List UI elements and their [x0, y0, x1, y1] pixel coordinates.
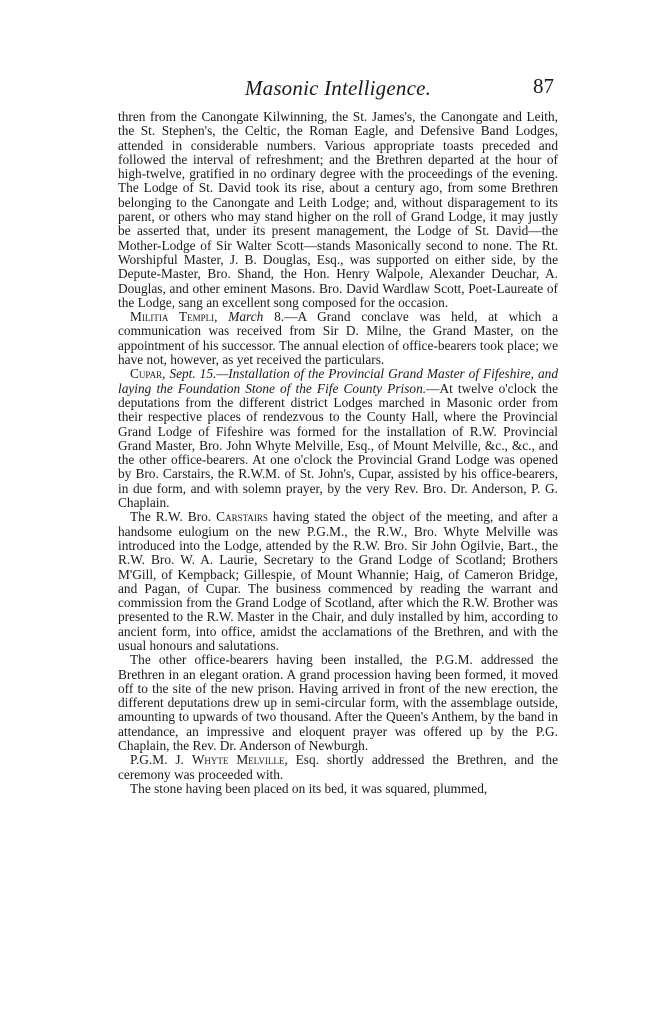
paragraph-procession: The other office-bearers having been installed, the P.G.M. addressed the Brethren in an elegant oration. A grand procession having been formed, it moved off to the site of the new prison. Having arrived in front of the new erection, the different deputations drew up in semi-circular form, with the assemblage outside, amounting to upwards of two thousand. After the Queen's Anthem, by the band in attendance, an impressive and eloquent prayer was offered up by the P.G. Chaplain, the Rev. Dr. Anderson of Newburgh.: [118, 652, 558, 754]
person-name: Whyte Melville: [191, 752, 285, 768]
book-page: [118, 70, 558, 796]
running-head: [118, 70, 558, 110]
paragraph-text: 8.—A Grand conclave was held, at which a communication was received from Sir D. Milne, the Grand Master, on the appointment of his successor. The annual election of office-bearers took place; we have not, however, as yet received the particulars.: [118, 309, 558, 368]
paragraph-heading: 15.—Installation of the Provincial Grand Master of Fifeshire, and laying the Foundation Stone of the Fife County Prison.: [118, 366, 558, 396]
paragraph-text: The R.W. Bro.: [130, 509, 217, 525]
paragraph-cupar: [118, 367, 558, 510]
paragraph-text: P.G.M. J.: [130, 752, 192, 768]
page-number: 87: [533, 74, 554, 98]
article-body: [118, 110, 558, 796]
paragraph-address: [118, 753, 558, 782]
paragraph-text: , Esq. shortly addressed the Brethren, and the ceremony was proceeded with.: [118, 752, 558, 782]
paragraph-text: —At twelve o'clock the deputations from the different district Lodges marched in Masonic order from their respective places of rendezvous to the County Hall, where the Provincial Grand Lodge of Fifeshire was formed for the installation of R.W. Provincial Grand Master, Bro. John Whyte Melville, Esq., of Mount Melville, &c., &c., and the other office-bearers. At one o'clock the Provincial Grand Lodge was opened by Bro. Carstairs, the R.W.M. of St. John's, Cupar, assisted by his office-bearers, in due form, and with solemn prayer, by the very Rev. Bro. Dr. Anderson, P. G. Chaplain.: [118, 380, 558, 511]
paragraph-lead: Cupar,: [130, 366, 166, 382]
paragraph-lodge-st-david: thren from the Canongate Kilwinning, the St. James's, the Canongate and Leith, the St. Stephen's, the Celtic, the Roman Eagle, and Defensive Band Lodges, attended in considerable numbers. Various appropriate toasts preceded and followed the interval of refreshment; and the Brethren departed at the hour of high-twelve, gratified in no ordinary degree with the proceedings of the evening. The Lodge of St. David took its rise, about a century ago, from some Brethren belonging to the Canongate and Leith Lodge; and, without disparagement to its parent, or others who may stand higher on the roll of Grand Lodge, it may justly be asserted that, under its present management, the Lodge of St. David—the Mother-Lodge of Sir Walter Scott—stands Masonically second to none. The Rt. Worshipful Master, J. B. Douglas, Esq., was supported on either side, by the Depute-Master, Bro. Shand, the Hon. Henry Walpole, Alexander Deuchar, A. Douglas, and other eminent Masons. Bro. David Wardlaw Scott, Poet-Laureate of the Lodge, sang an excellent song composed for the occasion.: [118, 109, 558, 310]
paragraph-militia-templi: [118, 310, 558, 367]
paragraph-text: having stated the object of the meeting, and after a handsome eulogium on the new P.G.M., the R.W., Bro. Whyte Melville was introduced into the Lodge, attended by the R.W. Bro. Sir John Ogilvie, Bart., the R.W. Bro. W. A. Laurie, Secretary to the Grand Lodge of Scotland; Brothers M'Gill, of Kempback; Gillespie, of Mount Whannie; Haig, of Cameron Bridge, and Pagan, of Cupar. The business commenced by reading the warrant and commission from the Grand Lodge of Scotland, after which the R.W. Brother was presented to the R.W. Master in the Chair, and duly installed by him, according to ancient form, into office, amidst the acclamations of the Brethren, and with the usual honours and salutations.: [118, 509, 559, 653]
person-name: Carstairs: [216, 509, 268, 525]
paragraph-date: Sept.: [169, 366, 196, 382]
running-title: Masonic Intelligence.: [244, 76, 432, 100]
paragraph-date: March: [228, 309, 264, 325]
paragraph-installation: [118, 510, 558, 653]
paragraph-stone: The stone having been placed on its bed, it was squared, plummed,: [130, 780, 488, 796]
paragraph-lead: Militia Templi,: [130, 309, 218, 325]
